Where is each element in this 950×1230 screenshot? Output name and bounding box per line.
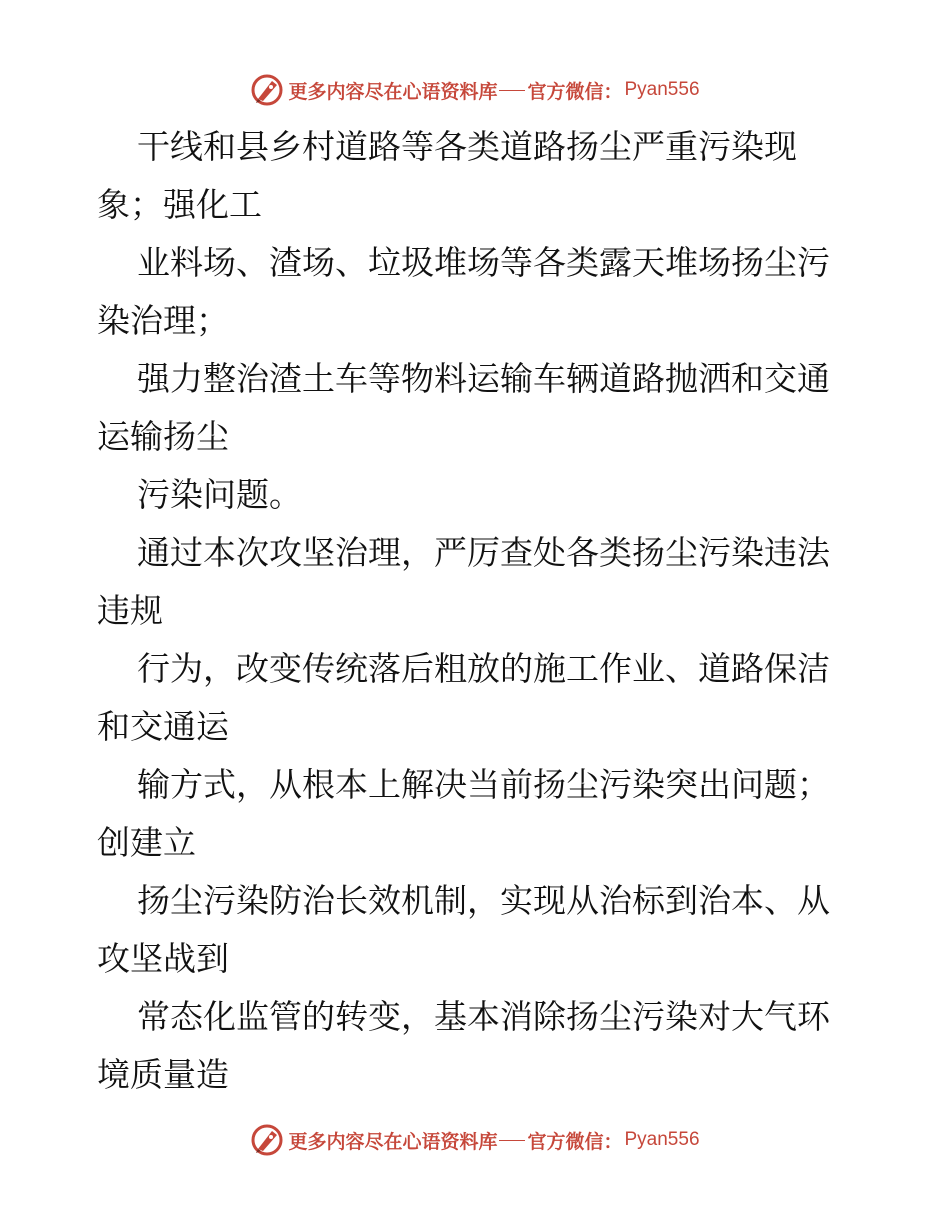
- footer-wechat-id: Pyan556: [624, 1129, 700, 1150]
- footer-banner-inner: [250, 1120, 699, 1160]
- footer-banner: [0, 1120, 950, 1160]
- paragraph-4: [97, 466, 857, 524]
- pen-logo-icon: [250, 73, 284, 107]
- paragraph-1-continuation: 象；强化工: [97, 185, 262, 224]
- pen-logo-icon: [250, 1123, 284, 1157]
- paragraph-7-continuation: 创建立: [97, 823, 196, 862]
- paragraph-8-first-line: 扬尘污染防治长效机制，实现从治标到治本、从: [137, 881, 830, 920]
- paragraph-3-first-line: 强力整治渣土车等物料运输车辆道路抛洒和交通: [137, 359, 830, 398]
- header-banner-inner: [250, 70, 699, 110]
- paragraph-9-first-line: 常态化监管的转变，基本消除扬尘污染对大气环: [137, 997, 830, 1036]
- paragraph-7-first-line: 输方式，从根本上解决当前扬尘污染突出问题；: [137, 765, 830, 804]
- paragraph-9-continuation: 境质量造: [97, 1055, 229, 1094]
- paragraph-1-first-line: 干线和县乡村道路等各类道路扬尘严重污染现: [137, 127, 797, 166]
- paragraph-6: [97, 640, 857, 756]
- paragraph-5-first-line: 通过本次攻坚治理，严厉查处各类扬尘污染违法: [137, 533, 830, 572]
- paragraph-4-first-line: 污染问题。: [137, 475, 302, 514]
- paragraph-3: [97, 350, 857, 466]
- paragraph-6-continuation: 和交通运: [97, 707, 229, 746]
- paragraph-2-continuation: 染治理；: [97, 301, 229, 340]
- paragraph-1: [97, 118, 857, 234]
- paragraph-5-continuation: 违规: [97, 591, 163, 630]
- header-wechat-id: Pyan556: [624, 79, 700, 100]
- header-wechat-label: 官方微信：: [527, 80, 623, 103]
- footer-wechat-label: 官方微信：: [527, 1130, 623, 1153]
- header-banner: [0, 70, 950, 110]
- paragraph-7: [97, 756, 857, 872]
- paragraph-2: [97, 234, 857, 350]
- paragraph-2-first-line: 业料场、渣场、垃圾堆场等各类露天堆场扬尘污: [137, 243, 830, 282]
- header-dash: [499, 90, 525, 91]
- paragraph-6-first-line: 行为，改变传统落后粗放的施工作业、道路保洁: [137, 649, 830, 688]
- header-brand-text: 更多内容尽在心语资料库: [288, 80, 498, 103]
- paragraph-8-continuation: 攻坚战到: [97, 939, 229, 978]
- paragraph-9: [97, 988, 857, 1104]
- footer-brand-text: 更多内容尽在心语资料库: [288, 1130, 498, 1153]
- document-body: [97, 118, 857, 1104]
- paragraph-5: [97, 524, 857, 640]
- paragraph-8: [97, 872, 857, 988]
- paragraph-3-continuation: 运输扬尘: [97, 417, 229, 456]
- footer-dash: [499, 1140, 525, 1141]
